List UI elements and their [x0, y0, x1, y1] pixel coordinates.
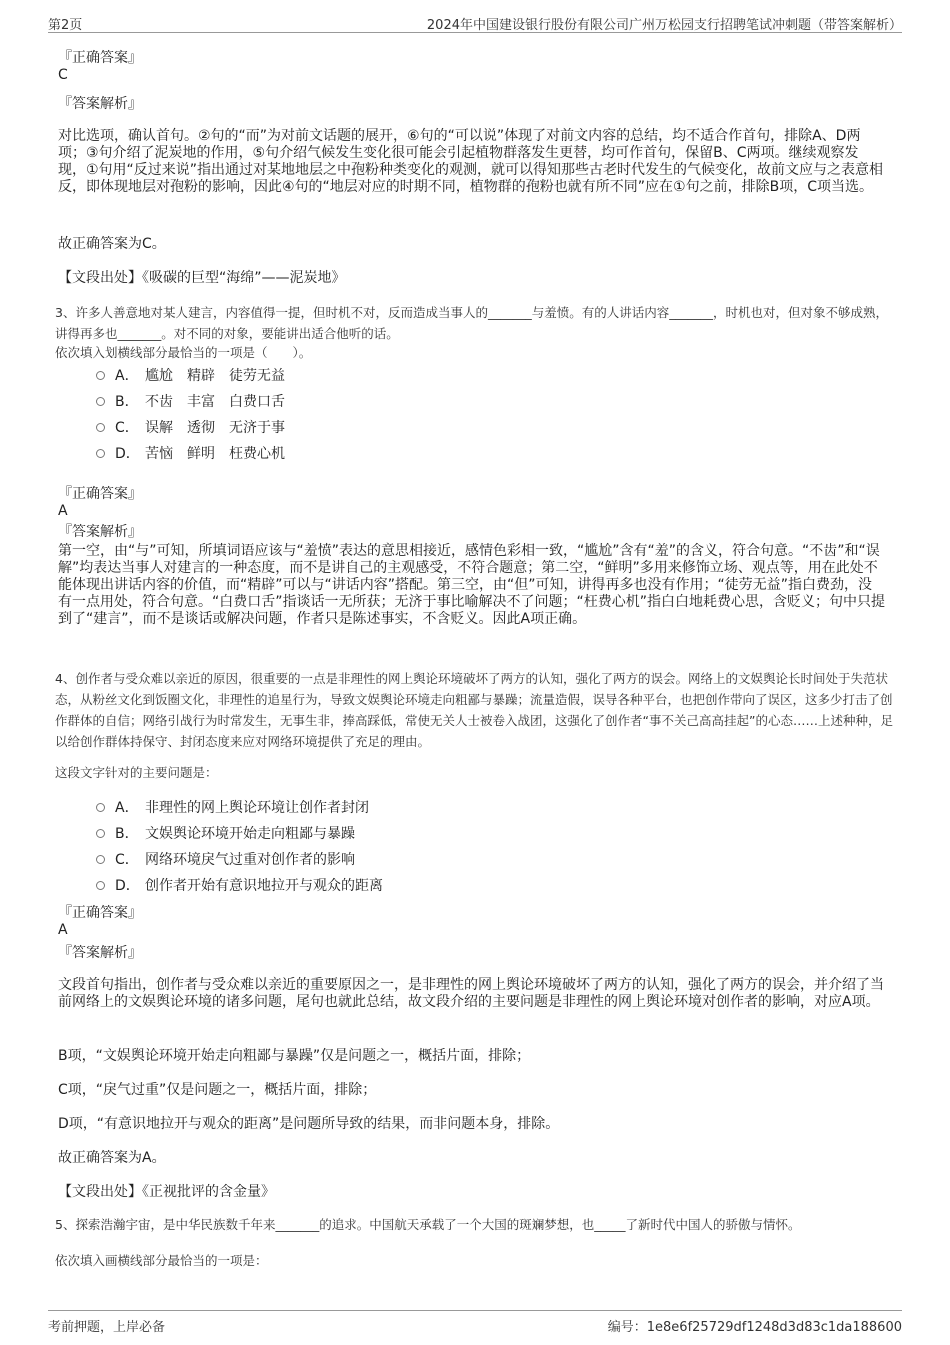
analysis-label: 『答案解析』 — [58, 96, 142, 112]
radio-icon[interactable] — [96, 397, 105, 406]
analysis-text: 文段首句指出，创作者与受众难以亲近的重要原因之一，是非理性的网上舆论环境破坏了两方的认知，强化了两方的误会，并介绍了当前网络上的文娱舆论环境的诸多问题，尾句也就此总结，故文段介绍的主要问题是非理性的网上舆论环境对创作者的影响，对应A项。 — [58, 977, 884, 1010]
option-b[interactable] — [96, 820, 383, 846]
analysis-text: 对比选项，确认首句。②句的“而”为对前文话题的展开，⑥句的“可以说”体现了对前文内容的总结，均不适合作首句，排除A、D两项；③句介绍了泥炭地的作用，⑤句介绍气候发生变化很可能会引起植物群落发生更替，均可作首句，保留B、C两项。继续观察发现，①句用“反过来说”指出通过对某地地层之中孢粉种类变化的观测，就可以得知那些古老时代发生的气候变化，故前文应与之表意相反，即体现地层对孢粉的影响，因此④句的“地层对应的时期不同，植物群的孢粉也就有所不同”应在①句之前，排除B项，C项当选。 — [58, 128, 884, 195]
option-letter: C． — [115, 420, 139, 436]
option-list — [96, 794, 383, 898]
page-footer — [48, 1310, 902, 1337]
option-d-analysis: D项，“有意识地拉开与观众的距离”是问题所导致的结果，而非问题本身，排除。 — [58, 1116, 560, 1132]
conclusion-text: 故正确答案为A。 — [58, 1150, 166, 1166]
option-letter: A． — [115, 800, 139, 816]
option-a[interactable] — [96, 362, 285, 388]
option-b-analysis: B项，“文娱舆论环境开始走向粗鄙与暴躁”仅是问题之一，概括片面，排除； — [58, 1048, 531, 1064]
option-letter: D． — [115, 878, 140, 894]
option-letter: C． — [115, 852, 139, 868]
document-title: 2024年中国建设银行股份有限公司广州万松园支行招聘笔试冲刺题（带答案解析） — [426, 18, 902, 33]
document-id: 编号：1e8e6f25729df1248d3d83c1da188600 — [607, 1320, 902, 1335]
answer-value: C — [58, 67, 68, 83]
answer-label: 『正确答案』 — [58, 905, 142, 921]
option-text: 不齿 丰富 白费口舌 — [145, 394, 285, 410]
question-stem: 5、探索浩瀚宇宙，是中华民族数千年来_______的追求。中国航天承载了一个大国的斑斓梦想，也_____了新时代中国人的骄傲与情怀。 — [55, 1217, 801, 1232]
analysis-label: 『答案解析』 — [58, 945, 142, 961]
answer-label: 『正确答案』 — [58, 50, 142, 66]
option-text: 非理性的网上舆论环境让创作者封闭 — [145, 800, 369, 816]
option-text: 文娱舆论环境开始走向粗鄙与暴躁 — [145, 826, 355, 842]
page-number: 第2页 — [48, 18, 83, 33]
answer-value: A — [58, 503, 68, 519]
page-header — [48, 12, 902, 33]
option-text: 创作者开始有意识地拉开与观众的距离 — [145, 878, 383, 894]
option-c-analysis: C项，“戾气过重”仅是问题之一，概括片面，排除； — [58, 1082, 377, 1098]
analysis-text: 第一空，由“与”可知，所填词语应该与“羞愤”表达的意思相接近，感情色彩相一致，“尴尬”含有“羞”的含义，符合句意。“不齿”和“误解”均表达当事人对建言的一种态度，而不是讲自己的主观感受，不符合题意；第二空，“鲜明”多用来修饰立场、观点等，用在此处不能体现出讲话内容的价值，而“精辟”可以与“讲话内容”搭配。第三空，由“但”可知，讲得再多也没有作用；“徒劳无益”指白费劲，没有一点用处，符合句意。“白费口舌”指谈话一无所获；无济于事比喻解决不了问题；“枉费心机”指白白地耗费心思，含贬义；句中只提到了“建言”，而不是谈话或解决问题，作者只是陈述事实，不含贬义。因此A项正确。 — [58, 543, 886, 627]
option-text: 网络环境戾气过重对创作者的影响 — [145, 852, 355, 868]
option-b[interactable] — [96, 388, 285, 414]
option-text: 误解 透彻 无济于事 — [145, 420, 285, 436]
option-text: 尴尬 精辟 徒劳无益 — [145, 368, 285, 384]
radio-icon[interactable] — [96, 423, 105, 432]
radio-icon[interactable] — [96, 855, 105, 864]
analysis-label: 『答案解析』 — [58, 524, 142, 540]
radio-icon[interactable] — [96, 829, 105, 838]
footer-slogan: 考前押题，上岸必备 — [48, 1320, 166, 1335]
question-prompt: 依次填入划横线部分最恰当的一项是（ ）。 — [55, 345, 312, 360]
radio-icon[interactable] — [96, 881, 105, 890]
option-text: 苦恼 鲜明 枉费心机 — [145, 446, 285, 462]
option-c[interactable] — [96, 414, 285, 440]
option-letter: B． — [115, 394, 139, 410]
answer-label: 『正确答案』 — [58, 486, 142, 502]
option-d[interactable] — [96, 440, 285, 466]
option-d[interactable] — [96, 872, 383, 898]
question-prompt: 依次填入画横线部分最恰当的一项是： — [55, 1253, 268, 1268]
option-letter: D． — [115, 446, 140, 462]
question-prompt: 这段文字针对的主要问题是： — [55, 765, 218, 780]
option-letter: A． — [115, 368, 139, 384]
source-citation: 【文段出处】《吸碳的巨型“海绵”——泥炭地》 — [58, 270, 346, 286]
question-stem: 4、创作者与受众难以亲近的原因，很重要的一点是非理性的网上舆论环境破坏了两方的认知，强化了两方的误会。网络上的文娱舆论长时间处于失范状态，从粉丝文化到饭圈文化，非理性的追星行为，导致文娱舆论环境走向粗鄙与暴躁；流量造假，误导各种平台，也把创作带向了误区，这多少打击了创作群体的自信；网络引战行为时常发生，无事生非，捧高踩低，常使无关人士被卷入战团，这强化了创作者“事不关己高高挂起”的心态……上述种种，足以给创作群体持保守、封闭态度来应对网络环境提供了充足的理由。 — [55, 671, 893, 749]
radio-icon[interactable] — [96, 371, 105, 380]
question-stem: 3、许多人善意地对某人建言，内容值得一提，但时机不对，反而造成当事人的_______与羞愤。有的人讲话内容_______，时机也对，但对象不够成熟，讲得再多也_______。对不同的对象，要能讲出适合他听的话。 — [55, 305, 888, 341]
answer-value: A — [58, 922, 68, 938]
conclusion-text: 故正确答案为C。 — [58, 236, 166, 252]
source-citation: 【文段出处】《正视批评的含金量》 — [58, 1184, 275, 1200]
option-letter: B． — [115, 826, 139, 842]
radio-icon[interactable] — [96, 449, 105, 458]
option-c[interactable] — [96, 846, 383, 872]
option-list — [96, 362, 285, 466]
radio-icon[interactable] — [96, 803, 105, 812]
option-a[interactable] — [96, 794, 383, 820]
